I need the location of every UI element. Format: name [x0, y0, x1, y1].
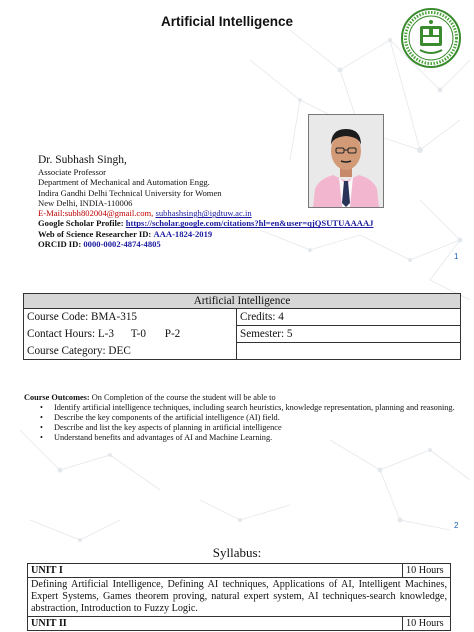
- email-line: [38, 208, 458, 218]
- unit-description: Defining Artificial Intelligence, Defining AI techniques, Applications of AI, Intelligent Machines, Expert Systems, Games theorem proving, natural expert system, AI techniques-search knowledge, abstraction, Introduction to Fuzzy Logic.: [28, 578, 451, 617]
- wos-label: Web of Science Researcher ID:: [38, 228, 152, 239]
- table-row: [28, 617, 451, 631]
- syllabus-title: Syllabus:: [212, 545, 262, 560]
- outcome-item: • Understand benefits and advantages of AI and Machine Learning.: [54, 433, 461, 443]
- email-primary[interactable]: subh802004@gmail.com,: [64, 208, 154, 219]
- contact-hours-cell: [24, 326, 237, 343]
- course-credits: Credits: 4: [237, 309, 461, 326]
- course-empty-cell: [237, 343, 461, 360]
- faculty-name: Dr. Subhash Singh,: [38, 154, 127, 166]
- course-code: Course Code: BMA-315: [24, 309, 237, 326]
- scholar-line: [38, 218, 458, 228]
- unit-name: UNIT I: [28, 564, 403, 578]
- practical-hours: P-2: [164, 328, 181, 340]
- university-logo: [401, 8, 461, 68]
- outcomes-heading: [24, 393, 461, 403]
- faculty-address: New Delhi, INDIA-110006: [38, 197, 133, 208]
- unit-name: UNIT II: [28, 617, 403, 631]
- scholar-label: Google Scholar Profile:: [38, 218, 124, 229]
- email-secondary[interactable]: subhashsingh@igdtuw.ac.in: [155, 208, 252, 219]
- outcomes-label: Course Outcomes:: [24, 393, 90, 402]
- outcome-item: • Describe and list the key aspects of planning in artificial intelligence: [54, 423, 461, 433]
- outcomes-intro: On Completion of the course the student will be able to: [89, 393, 276, 402]
- course-info-table: [23, 293, 461, 360]
- course-table-header: Artificial Intelligence: [24, 294, 461, 309]
- page-title: Artificial Intelligence: [160, 14, 294, 29]
- contact-hours: Contact Hours: L-3: [27, 328, 114, 340]
- course-semester: Semester: 5: [237, 326, 461, 343]
- syllabus-table: [27, 563, 451, 631]
- faculty-profile: [38, 153, 458, 249]
- table-row: [28, 564, 451, 578]
- faculty-university: Indira Gandhi Delhi Technical University for Women: [38, 187, 222, 198]
- unit-hours: 10 Hours: [403, 617, 451, 631]
- outcome-item: • Describe the key components of the artificial intelligence (AI) field.: [54, 413, 461, 423]
- page-number: 2: [454, 521, 459, 530]
- table-row: [28, 578, 451, 617]
- orcid-label: ORCID ID:: [38, 239, 82, 250]
- tutorial-hours: T-0: [130, 328, 146, 340]
- wos-line: [38, 229, 458, 239]
- outcome-item: • Identify artificial intelligence techniques, including search heuristics, knowledge representation, planning and reasoning.: [54, 403, 461, 413]
- wos-id: AAA-1824-2019: [153, 228, 213, 239]
- unit-hours: 10 Hours: [403, 564, 451, 578]
- faculty-designation: Associate Professor: [38, 167, 107, 177]
- email-label: E-Mail:: [38, 208, 65, 219]
- course-outcomes: [24, 393, 461, 443]
- outcomes-list: [24, 403, 461, 443]
- scholar-link[interactable]: https://scholar.google.com/citations?hl=en&user=qjQSUTUAAAAJ: [125, 218, 374, 229]
- faculty-department: Department of Mechanical and Automation Engg.: [38, 177, 210, 188]
- orcid-id: 0000-0002-4874-4805: [83, 239, 161, 250]
- page-number: 1: [454, 252, 459, 261]
- orcid-line: [38, 239, 458, 249]
- course-category: Course Category: DEC: [24, 343, 237, 360]
